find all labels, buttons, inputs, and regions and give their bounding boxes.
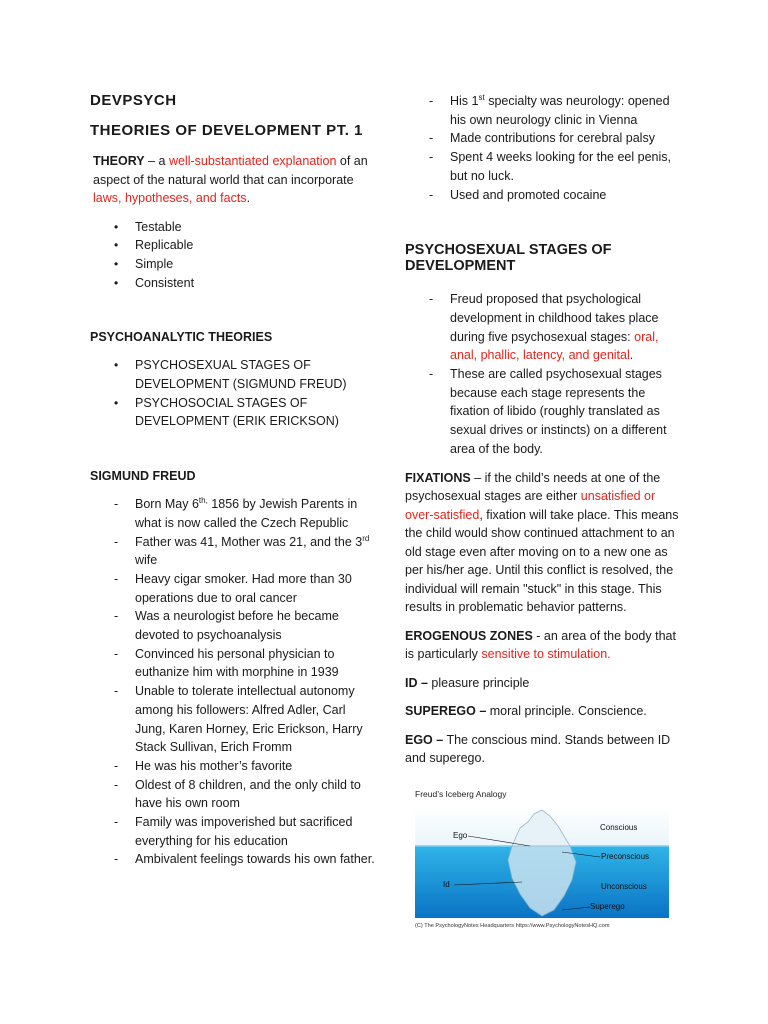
- theory-definition: THEORY – a well-substantiated explanation of an aspect of the natural world that can incorporate laws, hypotheses, and facts.: [93, 154, 368, 205]
- list-item: - Father was 41, Mother was 21, and the 3rd wife: [114, 533, 375, 570]
- list-item: - Ambivalent feelings towards his own father.: [114, 850, 375, 869]
- list-item: - Born May $6^{th,}$ 1856 by Jewish Parents in what is now called the Czech Republic: [114, 495, 375, 532]
- theory-term: THEORY: [93, 154, 145, 168]
- superego-paragraph: SUPEREGO – moral principle. Conscience.: [405, 704, 647, 719]
- theory-highlight-2: laws, hypotheses, and facts: [93, 191, 247, 205]
- label-conscious: Conscious: [600, 823, 638, 832]
- list-item: - He was his mother’s favorite: [114, 757, 375, 776]
- psychosexual-list: [405, 290, 685, 458]
- page-title: THEORIES OF DEVELOPMENT PT. 1: [90, 122, 363, 139]
- freud-facts-continued: [405, 92, 685, 204]
- erogenous-paragraph: EROGENOUS ZONES - an area of the body that is particularly sensitive to stimulation.: [405, 628, 676, 662]
- freud-heading: SIGMUND FREUD: [90, 469, 196, 484]
- list-item: • PSYCHOSOCIAL STAGES OF DEVELOPMENT (ERIK ERICKSON): [114, 394, 375, 431]
- ego-paragraph: EGO – The conscious mind. Stands between ID and superego.: [405, 732, 671, 766]
- label-id: Id: [443, 880, 450, 889]
- iceberg-title: Freud’s Iceberg Analogy: [415, 789, 507, 799]
- course-code: DEVPSYCH: [90, 92, 177, 109]
- theory-highlight-1: well-substantiated explanation: [168, 154, 337, 168]
- list-item: - Unable to tolerate intellectual autonomy among his followers: Alfred Adler, Carl Jung, Karen Horney, Eric Erickson, Harry Stack Sullivan, Erich Fromm: [114, 682, 375, 757]
- psychoanalytic-list: [90, 356, 375, 431]
- fixations-paragraph: FIXATIONS – if the child’s needs at one of the psychosexual stages are either unsatisfied or over-satisfied, fixation will take place. This means the child would show continued attachment to an old stage even after moving on to a new one as per his/her age. Until this conflict is resolved, the individual will remain "stuck" in this stage. This results in problematic behavior patterns.: [405, 470, 679, 615]
- list-item: • Simple: [114, 255, 375, 274]
- left-column: [90, 92, 375, 869]
- list-item: - His 1st specialty was neurology: opened his own neurology clinic in Vienna: [429, 92, 685, 129]
- label-unconscious: Unconscious: [601, 882, 647, 891]
- list-item: - Spent 4 weeks looking for the eel penis, but no luck.: [429, 148, 685, 185]
- list-item: - Heavy cigar smoker. Had more than 30 operations due to oral cancer: [114, 570, 375, 607]
- list-item: • Testable: [114, 218, 375, 237]
- theory-criteria-list: [90, 218, 375, 293]
- list-item: - Was a neurologist before he became devoted to psychoanalysis: [114, 607, 375, 644]
- right-column: [405, 92, 685, 768]
- id-paragraph: ID – pleasure principle: [405, 675, 530, 690]
- label-preconscious: Preconscious: [601, 852, 650, 861]
- list-item: - Made contributions for cerebral palsy: [429, 129, 685, 148]
- label-superego: Superego: [590, 902, 625, 911]
- list-item: - Used and promoted cocaine: [429, 186, 685, 205]
- label-ego: Ego: [453, 831, 468, 840]
- iceberg-credit: (C) The PsychologyNotes Headquarters https://www.PsychologyNotesHQ.com: [415, 923, 610, 929]
- psychoanalytic-heading: PSYCHOANALYTIC THEORIES: [90, 330, 273, 345]
- list-item: • Replicable: [114, 236, 375, 255]
- list-item: • Consistent: [114, 274, 375, 293]
- freud-facts-list: [90, 495, 375, 869]
- iceberg-diagram: [412, 786, 672, 930]
- list-item: - Family was impoverished but sacrificed everything for his education: [114, 813, 375, 850]
- psychosexual-heading: PSYCHOSEXUAL STAGES OF DEVELOPMENT: [405, 242, 612, 275]
- list-item: - Convinced his personal physician to euthanize him with morphine in 1939: [114, 645, 375, 682]
- list-item: - Freud proposed that psychological development in childhood takes place during five psychosexual stages: oral, anal, phallic, latency, and genital.: [429, 290, 685, 365]
- list-item: • PSYCHOSEXUAL STAGES OF DEVELOPMENT (SIGMUND FREUD): [114, 356, 375, 393]
- list-item: - These are called psychosexual stages because each stage represents the fixation of libido (roughly translated as sexual drives or instincts) on a different area of the body.: [429, 365, 685, 459]
- list-item: - Oldest of 8 children, and the only child to have his own room: [114, 776, 375, 813]
